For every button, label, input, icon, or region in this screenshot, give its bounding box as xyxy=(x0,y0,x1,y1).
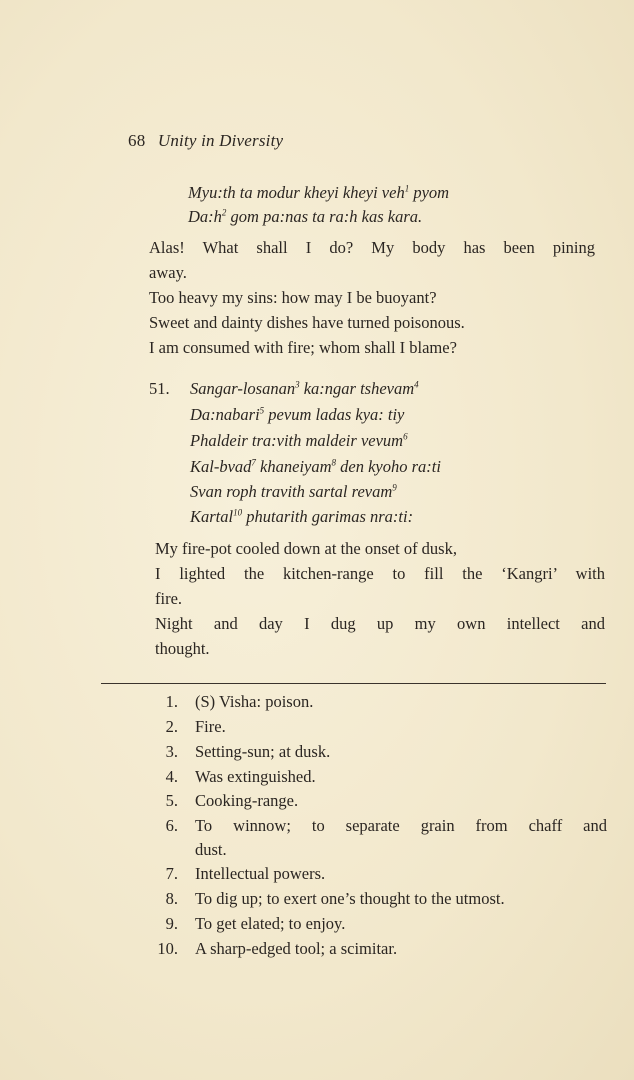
translation-line: Alas! What shall I do? My body has been pining xyxy=(149,238,595,257)
footnote-number: 5. xyxy=(165,791,178,810)
footnote-number: 10. xyxy=(157,939,178,958)
footnote-text: Fire. xyxy=(195,717,226,736)
translation-line: away. xyxy=(149,263,187,282)
running-header xyxy=(128,131,283,151)
footnote-divider xyxy=(101,683,606,684)
translation-line: I lighted the kitchen-range to fill the ‘Kangri’ with xyxy=(155,564,605,583)
footnote-text: Intellectual powers. xyxy=(195,864,326,883)
footnote-text: Was extinguished. xyxy=(195,767,316,786)
verse-line: Myu:th ta modur kheyi kheyi veh$^1$ pyom xyxy=(188,183,450,202)
footnote-text: To winnow; to separate grain from chaff and xyxy=(195,816,607,835)
verse-line: Da:nabari$^5$ pevum ladas kya: tiy xyxy=(190,405,405,424)
footnote-number: 8. xyxy=(165,889,178,908)
verse-line: Kartal$^{10}$ phutarith garimas nra:ti: xyxy=(190,507,414,526)
footnote-number: 9. xyxy=(165,914,178,933)
translation-line: thought. xyxy=(155,639,210,658)
footnote-text: Cooking-range. xyxy=(195,791,299,810)
translation-line: fire. xyxy=(155,589,183,608)
translation-line: Night and day I dug up my own intellect and xyxy=(155,614,605,633)
footnote-text: (S) Visha: poison. xyxy=(195,692,314,711)
verse-line: Sangar-losanan$^3$ ka:ngar tshevam$^4$ xyxy=(190,379,419,398)
footnote-number: 7. xyxy=(165,864,178,883)
footnote-text: To dig up; to exert one’s thought to the utmost. xyxy=(195,889,505,908)
verse-number: 51. xyxy=(149,379,170,398)
translation-line: Too heavy my sins: how may I be buoyant? xyxy=(149,288,437,307)
page-number: 68 xyxy=(128,131,146,150)
translation-line: My fire-pot cooled down at the onset of dusk, xyxy=(155,539,457,558)
translation-line: Sweet and dainty dishes have turned poisonous. xyxy=(149,313,465,332)
footnote-text: A sharp-edged tool; a scimitar. xyxy=(195,939,398,958)
verse-line: Kal-bvad$^7$ khaneiyam$^8$ den kyoho ra:ti xyxy=(190,457,441,476)
footnote-number: 4. xyxy=(165,767,178,786)
footnote-number: 1. xyxy=(165,692,178,711)
verse-line: Svan roph travith sartal revam$^9$ xyxy=(190,482,397,501)
footnote-text: Setting-sun; at dusk. xyxy=(195,742,331,761)
footnote-number: 6. xyxy=(165,816,178,835)
footnote-text-continued: dust. xyxy=(195,840,227,859)
footnote-number: 3. xyxy=(165,742,178,761)
verse-line: Phaldeir tra:vith maldeir vevum$^6$ xyxy=(190,431,408,450)
footnote-number: 2. xyxy=(165,717,178,736)
footnote-text: To get elated; to enjoy. xyxy=(195,914,346,933)
translation-line: I am consumed with fire; whom shall I blame? xyxy=(149,338,457,357)
book-title: Unity in Diversity xyxy=(157,131,284,150)
verse-line: $Da:h^2$ gom pa:nas ta ra:h kas kara. xyxy=(188,207,423,226)
